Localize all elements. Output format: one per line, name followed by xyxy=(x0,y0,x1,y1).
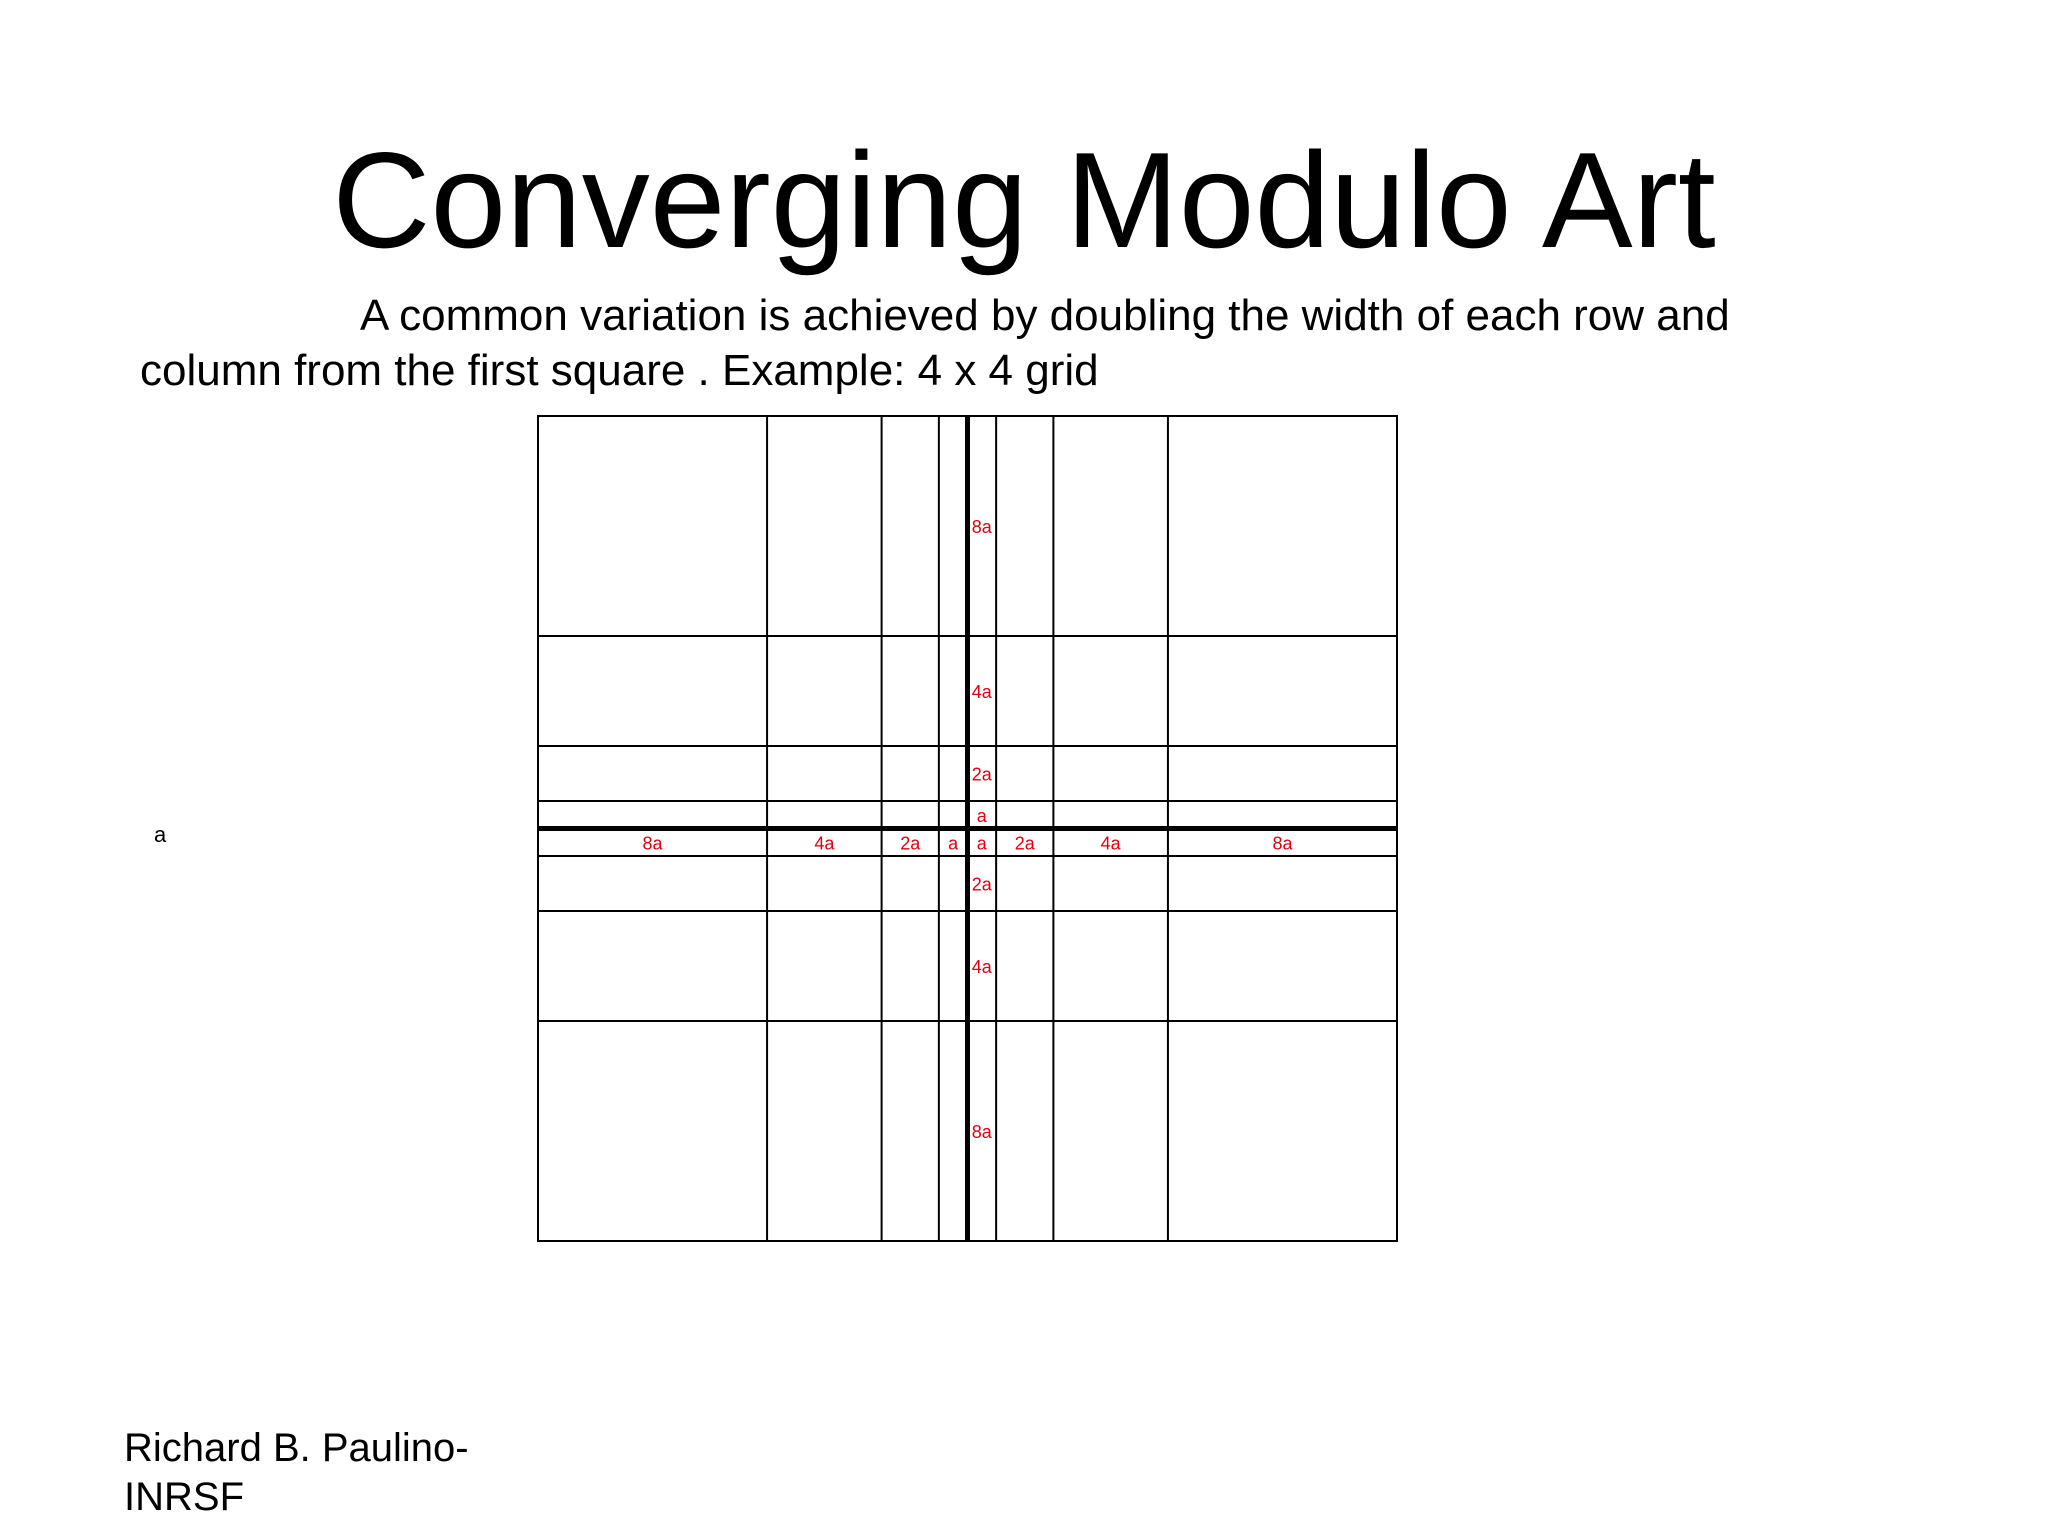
slide-title: Converging Modulo Art xyxy=(332,124,1716,276)
row-height-label: 4a xyxy=(971,682,992,702)
description-line-2: column from the first square . Example: 4 x 4 grid xyxy=(140,346,1099,395)
column-width-label: 2a xyxy=(900,833,921,854)
row-height-label: 8a xyxy=(971,517,992,537)
column-width-label: a xyxy=(976,833,987,854)
column-width-label: 4a xyxy=(1100,833,1121,854)
row-height-label: 4a xyxy=(971,957,992,977)
author-org: INRSF xyxy=(124,1475,244,1519)
column-width-label: 2a xyxy=(1014,833,1035,854)
row-height-label: a xyxy=(976,805,987,826)
row-height-label: 2a xyxy=(971,764,992,785)
row-height-label: 8a xyxy=(971,1122,992,1142)
column-width-label: 8a xyxy=(1272,833,1293,854)
row-height-label: 2a xyxy=(971,874,992,895)
column-width-label: 8a xyxy=(642,833,663,854)
description-line-1: A common variation is achieved by doubling the width of each row and xyxy=(360,291,1730,340)
side-label: a xyxy=(154,822,167,847)
column-width-label: 4a xyxy=(814,833,835,854)
author xyxy=(124,1424,469,1522)
column-width-label: a xyxy=(948,833,959,854)
author-name: Richard B. Paulino- xyxy=(124,1426,469,1470)
